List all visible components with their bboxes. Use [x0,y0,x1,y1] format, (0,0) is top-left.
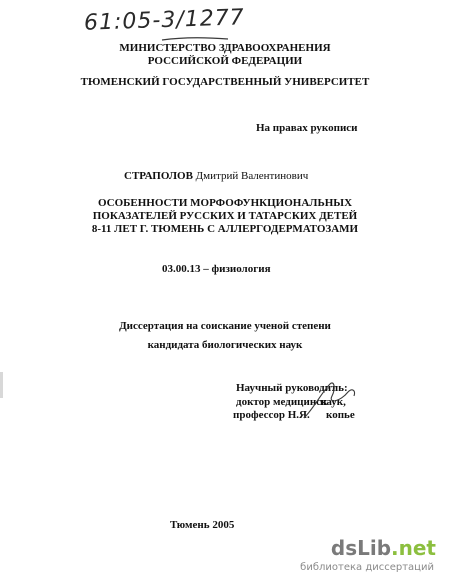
advisor-line-1-left: Научный руководит [236,382,337,394]
specialty-code: 03.00.13 – физиология [162,263,271,275]
ministry-line-2: РОССИЙСКОЙ ФЕДЕРАЦИИ [147,55,303,67]
title-line-2: ПОКАЗАТЕЛЕЙ РУССКИХ И ТАТАРСКИХ ДЕТЕЙ [92,210,358,222]
watermark-logo-main: dsLib [330,536,392,560]
advisor-line-3-left: профессор Н.Я. [233,409,310,421]
title-line-3: 8-11 ЛЕТ Г. ТЮМЕНЬ С АЛЛЕРГОДЕРМАТОЗАМИ [91,223,359,235]
rights-note: На правах рукописи [256,122,358,134]
watermark-subtitle: библиотека диссертаций [300,562,434,573]
university-name: ТЮМЕНСКИЙ ГОСУДАРСТВЕННЫЙ УНИВЕРСИТЕТ [80,76,370,88]
author-given-names: Дмитрий Валентинович [195,170,309,182]
scan-edge-mark [0,372,3,398]
watermark-logo[interactable] [331,536,436,560]
dissertation-line-2: кандидата биологических наук [147,339,303,351]
advisor-line-3-right: копье [326,409,355,421]
archive-stamp: 61:05-3/1277 [83,5,246,36]
signature-mark [300,378,360,422]
advisor-line-2-left: доктор медицинск [236,396,328,408]
advisor-line-1-right: ль: [332,382,348,394]
author-name [124,170,308,182]
title-line-1: ОСОБЕННОСТИ МОРФОФУНКЦИОНАЛЬНЫХ [97,197,353,209]
watermark-logo-accent: .net [391,536,436,560]
ministry-line-1: МИНИСТЕРСТВО ЗДРАВООХРАНЕНИЯ [119,42,331,54]
city-year: Тюмень 2005 [170,519,235,531]
author-surname: СТРАПОЛОВ [124,170,193,182]
dissertation-line-1: Диссертация на соискание учeной степени [119,320,331,332]
advisor-line-2-right: наук, [320,396,346,408]
